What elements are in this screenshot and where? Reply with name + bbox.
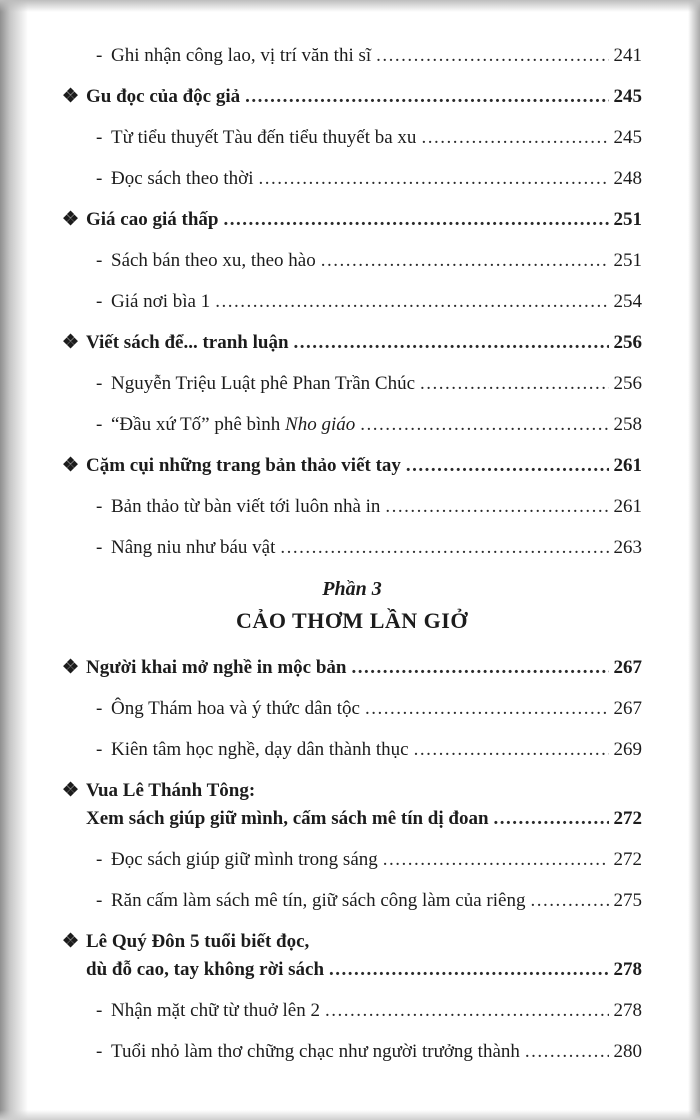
toc-line: [62, 206, 642, 234]
dot-leader: [401, 452, 609, 480]
section-diamond-icon: ❖: [62, 209, 80, 230]
toc-line: [62, 805, 642, 833]
page-number: 267: [613, 657, 642, 678]
dot-leader: [360, 695, 609, 723]
dash-icon: -: [96, 739, 103, 760]
dash-icon: -: [96, 168, 103, 189]
page-number: 251: [613, 209, 642, 230]
toc-line: [62, 83, 642, 111]
toc-section-entry: [62, 452, 642, 480]
section-diamond-icon: ❖: [62, 780, 80, 801]
page-number: 272: [613, 849, 642, 870]
toc-section-entry: [62, 329, 642, 357]
page-number: 258: [613, 414, 642, 435]
toc-sub-entry: [62, 411, 642, 439]
page-number: 280: [613, 1041, 642, 1062]
dash-icon: -: [96, 1041, 103, 1062]
toc-sub-entry: [62, 534, 642, 562]
toc-line: [62, 370, 642, 398]
toc-section-entry: [62, 654, 642, 682]
entry-title: Cặm cụi những trang bản thảo viết tay: [86, 455, 401, 476]
dash-icon: -: [96, 291, 103, 312]
toc-list-bottom: [62, 654, 642, 1066]
page-number: 275: [613, 890, 642, 911]
section-diamond-icon: ❖: [62, 332, 80, 353]
dot-leader: [380, 493, 608, 521]
entry-title: Nâng niu như báu vật: [111, 537, 276, 558]
toc-line: [62, 887, 642, 915]
dot-leader: [347, 654, 609, 682]
toc-line: [62, 777, 642, 805]
page-number: 245: [613, 127, 642, 148]
dot-leader: [415, 370, 609, 398]
section-diamond-icon: ❖: [62, 455, 80, 476]
toc-line: [62, 42, 642, 70]
scan-edge-left: [0, 0, 28, 1120]
entry-title: Xem sách giúp giữ mình, cấm sách mê tín dị đoan: [86, 808, 489, 829]
toc-list-top: [62, 42, 642, 562]
entry-title: Viết sách để... tranh luận: [86, 332, 289, 353]
toc-line: [62, 997, 642, 1025]
page-number: 241: [613, 45, 642, 66]
dot-leader: [520, 1038, 609, 1066]
entry-title: Giá nơi bìa 1: [111, 291, 211, 312]
toc-line: [62, 165, 642, 193]
toc-line: [62, 329, 642, 357]
page-number: 272: [613, 808, 642, 829]
dash-icon: -: [96, 414, 103, 435]
page-number: 251: [613, 250, 642, 271]
dash-icon: -: [96, 537, 103, 558]
entry-title: Nguyễn Triệu Luật phê Phan Trần Chúc: [111, 373, 415, 394]
entry-title: Ông Thám hoa và ý thức dân tộc: [111, 698, 360, 719]
page-number: 263: [613, 537, 642, 558]
page-number: 278: [613, 959, 642, 980]
entry-title: Răn cấm làm sách mê tín, giữ sách công làm của riêng: [111, 890, 526, 911]
toc-line: [62, 124, 642, 152]
part-title: CẢO THƠM LẦN GIỞ: [236, 608, 468, 633]
page-number: 261: [613, 496, 642, 517]
dash-icon: -: [96, 496, 103, 517]
page-number: 261: [613, 455, 642, 476]
toc-sub-entry: [62, 887, 642, 915]
toc-line: [62, 695, 642, 723]
entry-title-italic: Nho giáo: [285, 414, 356, 435]
dot-leader: [371, 42, 608, 70]
entry-title: Lê Quý Đôn 5 tuổi biết đọc,: [86, 931, 310, 952]
page-number: 278: [613, 1000, 642, 1021]
dash-icon: -: [96, 127, 103, 148]
dot-leader: [489, 805, 609, 833]
page-number: 248: [613, 168, 642, 189]
toc-line: [62, 928, 642, 956]
section-diamond-icon: ❖: [62, 931, 80, 952]
scan-edge-top: [0, 0, 700, 12]
dot-leader: [316, 247, 609, 275]
dot-leader: [324, 956, 608, 984]
page-number: 256: [613, 373, 642, 394]
toc-section-entry: [62, 928, 642, 984]
toc-sub-entry: [62, 288, 642, 316]
toc-section-entry: [62, 83, 642, 111]
dash-icon: -: [96, 1000, 103, 1021]
toc-sub-entry: [62, 42, 642, 70]
dash-icon: -: [96, 250, 103, 271]
dash-icon: -: [96, 373, 103, 394]
toc-sub-entry: [62, 124, 642, 152]
entry-title: Người khai mở nghề in mộc bản: [86, 657, 347, 678]
toc-line: [62, 846, 642, 874]
toc-line: [62, 654, 642, 682]
toc-line: [62, 736, 642, 764]
entry-title: Giá cao giá thấp: [86, 209, 219, 230]
scan-edge-bottom: [0, 1110, 700, 1120]
toc-sub-entry: [62, 997, 642, 1025]
toc-line: [62, 1038, 642, 1066]
entry-title: Kiên tâm học nghề, dạy dân thành thục: [111, 739, 409, 760]
entry-title: Vua Lê Thánh Tông:: [86, 780, 256, 801]
section-diamond-icon: ❖: [62, 86, 80, 107]
entry-title: Gu đọc của độc giả: [86, 86, 241, 107]
toc-page: [62, 42, 642, 1079]
dot-leader: [378, 846, 609, 874]
toc-line: [62, 452, 642, 480]
dot-leader: [525, 887, 608, 915]
toc-line: [62, 534, 642, 562]
toc-sub-entry: [62, 165, 642, 193]
part-number: Phần 3: [322, 578, 382, 600]
page-number: 256: [613, 332, 642, 353]
toc-line: [62, 411, 642, 439]
entry-title: Nhận mặt chữ từ thuở lên 2: [111, 1000, 320, 1021]
entry-title: “Đầu xứ Tố” phê bình Nho giáo: [111, 414, 356, 435]
toc-sub-entry: [62, 695, 642, 723]
entry-title: Ghi nhận công lao, vị trí văn thi sĩ: [111, 45, 372, 66]
dot-leader: [355, 411, 608, 439]
page-number: 245: [613, 86, 642, 107]
dash-icon: -: [96, 45, 103, 66]
entry-title: Đọc sách giúp giữ mình trong sáng: [111, 849, 378, 870]
toc-sub-entry: [62, 736, 642, 764]
section-diamond-icon: ❖: [62, 657, 80, 678]
toc-sub-entry: [62, 247, 642, 275]
toc-line: [62, 493, 642, 521]
toc-section-entry: [62, 206, 642, 234]
dot-leader: [416, 124, 608, 152]
dash-icon: -: [96, 849, 103, 870]
toc-line: [62, 247, 642, 275]
page-number: 254: [613, 291, 642, 312]
entry-title: Đọc sách theo thời: [111, 168, 254, 189]
entry-title: Từ tiểu thuyết Tàu đến tiểu thuyết ba xu: [111, 127, 417, 148]
dash-icon: -: [96, 698, 103, 719]
scan-edge-right: [688, 0, 700, 1120]
dot-leader: [409, 736, 609, 764]
dot-leader: [218, 206, 608, 234]
toc-section-entry: [62, 777, 642, 833]
entry-title: Tuổi nhỏ làm thơ chững chạc như người trưởng thành: [111, 1041, 520, 1062]
toc-sub-entry: [62, 493, 642, 521]
toc-line: [62, 956, 642, 984]
toc-line: [62, 288, 642, 316]
dot-leader: [289, 329, 609, 357]
dot-leader: [210, 288, 608, 316]
dot-leader: [240, 83, 608, 111]
dash-icon: -: [96, 890, 103, 911]
entry-title: Sách bán theo xu, theo hào: [111, 250, 316, 271]
page-number: 267: [613, 698, 642, 719]
dot-leader: [275, 534, 608, 562]
dot-leader: [320, 997, 609, 1025]
toc-sub-entry: [62, 846, 642, 874]
entry-title: Bản thảo từ bàn viết tới luôn nhà in: [111, 496, 381, 517]
entry-title: dù đỗ cao, tay không rời sách: [86, 959, 325, 980]
toc-sub-entry: [62, 370, 642, 398]
toc-sub-entry: [62, 1038, 642, 1066]
dot-leader: [253, 165, 608, 193]
part-heading: [62, 576, 642, 636]
page-number: 269: [613, 739, 642, 760]
